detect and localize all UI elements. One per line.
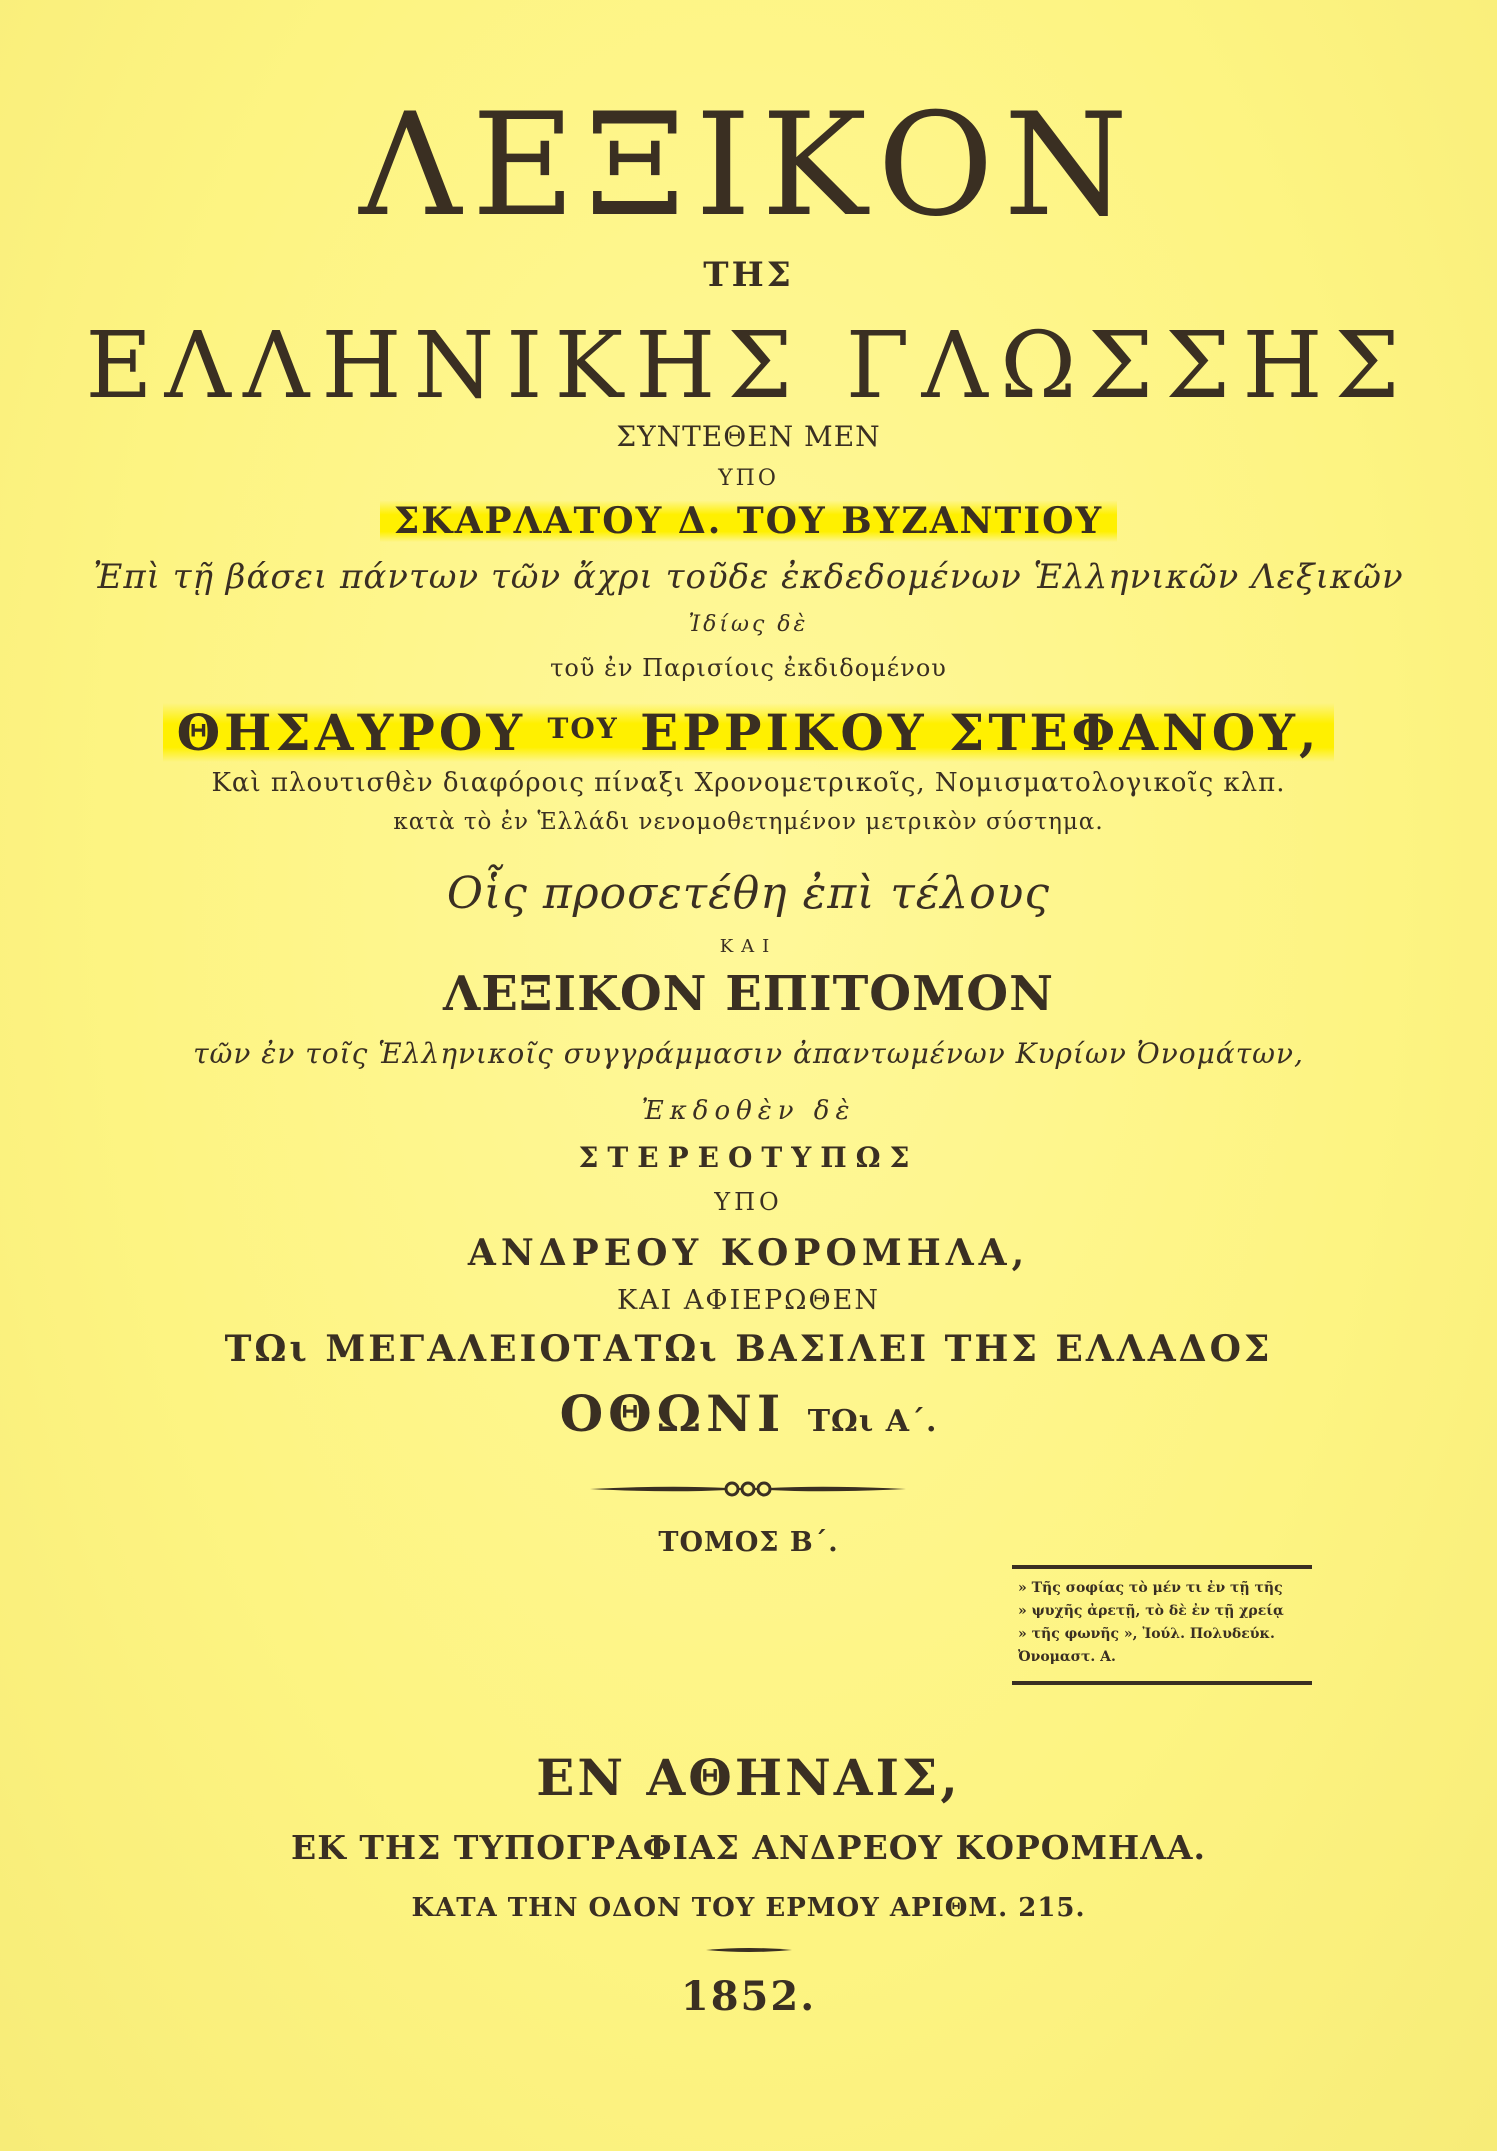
ornamental-rule bbox=[588, 1478, 908, 1500]
epigraph-line: » ψυχῆς ἀρετῇ, τὸ δὲ ἐν τῇ χρείᾳ bbox=[1018, 1603, 1284, 1619]
dedicated-label: ΚΑΙ ΑΦΙΕΡΩΘΕΝ bbox=[617, 1285, 880, 1316]
epigraph-bottom-rule bbox=[1012, 1681, 1312, 1685]
and-label: ΚΑΙ bbox=[719, 936, 778, 957]
thesaurus-highlight bbox=[163, 703, 1335, 762]
epigraph-box bbox=[1012, 1565, 1312, 1685]
volume-label: ΤΟΜΟΣ Β΄. bbox=[658, 1527, 839, 1558]
imprint-year: 1852. bbox=[680, 1973, 817, 2020]
title-language: ΕΛΛΗΝΙΚΗΣ ΓΛΩΣΣΗΣ bbox=[85, 312, 1412, 419]
thesaurus-line bbox=[0, 703, 1497, 762]
appended-line: Οἷς προσετέθη ἐπὶ τέλους bbox=[446, 868, 1051, 919]
king-name: ΟΘΩΝΙ bbox=[559, 1384, 786, 1443]
stereotyped-label: ΣΤΕΡΕΟΤΥΠΩΣ bbox=[578, 1141, 919, 1174]
proper-names-line: τῶν ἐν τοῖς Ἑλληνικοῖς συγγράμμασιν ἀπαντωμένων Κυρίων Ὀνομάτων, bbox=[193, 1037, 1304, 1070]
small-ornamental-rule bbox=[706, 1946, 792, 1954]
imprint-place: ΕΝ ΑΘΗΝΑΙΣ, bbox=[536, 1748, 961, 1807]
king-name-line bbox=[0, 1384, 1497, 1443]
enriched-line: Καὶ πλουτισθὲν διαφόροις πίναξι Χρονομετρικοῖς, Νομισματολογικοῖς κλπ. bbox=[211, 768, 1286, 798]
king-ordinal: ΤΩι Α΄. bbox=[807, 1404, 938, 1439]
imprint-address: ΚΑΤΑ ΤΗΝ ΟΔΟΝ ΤΟΥ ΕΡΜΟΥ ΑΡΙΘΜ. 215. bbox=[411, 1893, 1086, 1923]
basis-line: Ἐπὶ τῇ βάσει πάντων τῶν ἄχρι τοῦδε ἐκδεδομένων Ἑλληνικῶν Λεξικῶν bbox=[93, 557, 1404, 597]
epigraph-text bbox=[1018, 1577, 1308, 1669]
composed-label: ΣΥΝΤΕΘΕΝ ΜΕΝ bbox=[616, 420, 881, 453]
by-label: ΥΠΟ bbox=[718, 466, 779, 491]
publisher-name: ΑΝΔΡΕΟΥ ΚΟΡΟΜΗΛΑ, bbox=[467, 1232, 1030, 1274]
epigraph-line: » Τῆς σοφίας τὸ μέν τι ἐν τῇ τῆς bbox=[1018, 1580, 1283, 1596]
metric-system-line: κατὰ τὸ ἐν Ἑλλάδι νενομοθετημένον μετρικὸν σύστημα. bbox=[393, 809, 1104, 835]
author-name-highlighted: ΣΚΑΡΛΑΤΟΥ Δ. ΤΟΥ ΒΥΖΑΝΤΙΟΥ bbox=[380, 500, 1117, 542]
abridged-lexicon-title: ΛΕΞΙΚΟΝ ΕΠΙΤΟΜΟΝ bbox=[443, 966, 1054, 1022]
especially-line: Ἰδίως δὲ bbox=[688, 612, 809, 637]
published-label: Ἐκδοθὲν δὲ bbox=[641, 1096, 856, 1126]
epigraph-line: » τῆς φωνῆς », Ἰούλ. Πολυδεύκ. bbox=[1018, 1626, 1275, 1642]
imprint-press: ΕΚ ΤΗΣ ΤΥΠΟΓΡΑΦΙΑΣ ΑΝΔΡΕΟΥ ΚΟΡΟΜΗΛΑ. bbox=[291, 1828, 1206, 1867]
epigraph-top-rule bbox=[1012, 1565, 1312, 1569]
thesaurus-word: ΘΗΣΑΥΡΟΥ bbox=[176, 703, 527, 762]
title-article: ΤΗΣ bbox=[703, 255, 794, 295]
thesaurus-author: ΕΡΡΙΚΟΥ ΣΤΕΦΑΝΟΥ, bbox=[640, 703, 1321, 762]
paris-edition-line: τοῦ ἐν Παρισίοις ἐκδιδομένου bbox=[550, 654, 947, 682]
epigraph-line: Ὀνομαστ. Α. bbox=[1018, 1649, 1116, 1665]
title-main: ΛΕΞΙΚΟΝ bbox=[359, 83, 1138, 248]
by-label-2: ΥΠΟ bbox=[714, 1188, 783, 1216]
thesaurus-article: ΤΟΥ bbox=[547, 712, 619, 745]
author-line bbox=[0, 500, 1497, 542]
dedication-line: ΤΩι ΜΕΓΑΛΕΙΟΤΑΤΩι ΒΑΣΙΛΕΙ ΤΗΣ ΕΛΛΑΔΟΣ bbox=[224, 1328, 1273, 1370]
